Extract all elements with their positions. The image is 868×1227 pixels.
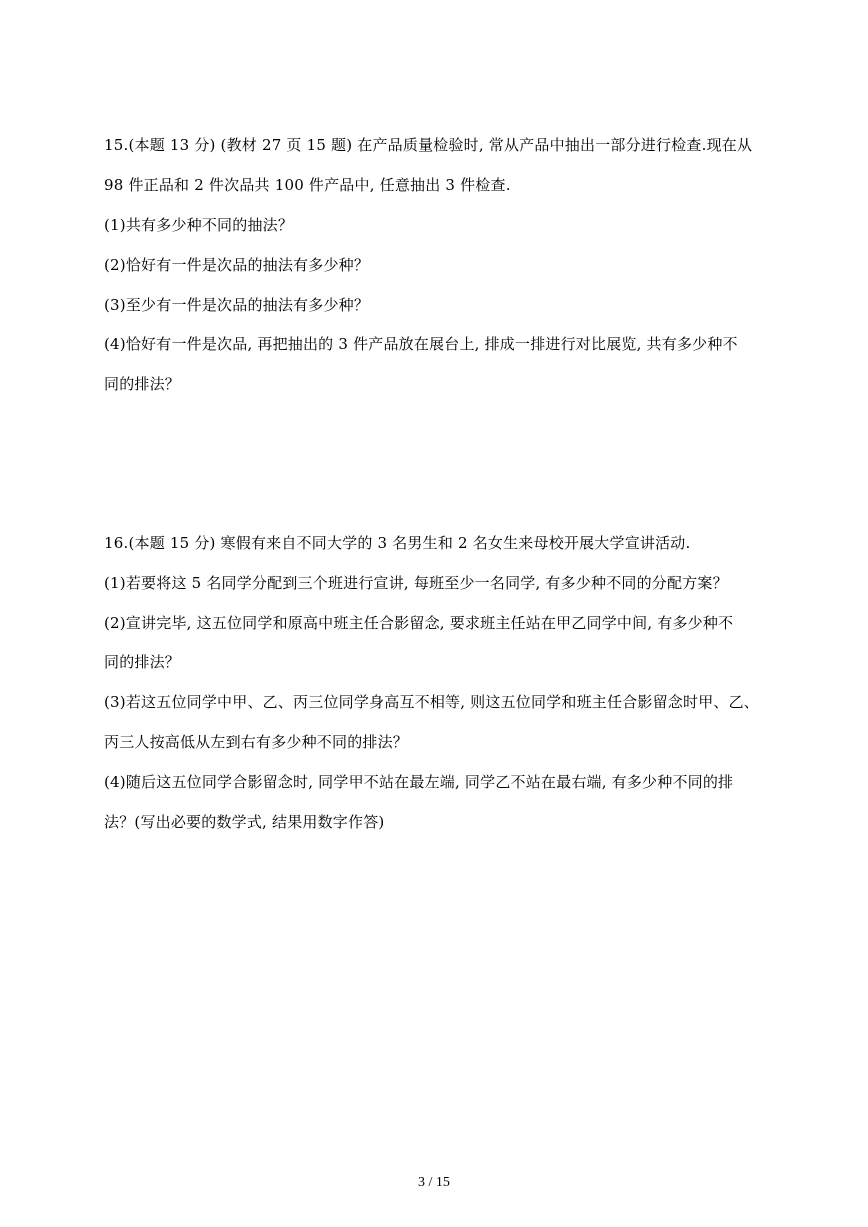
question-16-part-4-line-1: (4)随后这五位同学合影留念时, 同学甲不站在最左端, 同学乙不站在最右端, 有多少种不同的排 bbox=[104, 773, 734, 791]
question-16-part-2-line-2: 同的排法？ bbox=[104, 653, 181, 671]
question-15-part-4-line-1: (4)恰好有一件是次品, 再把抽出的 3 件产品放在展台上, 排成一排进行对比展览, 共有多少种不 bbox=[104, 335, 738, 353]
question-15-part-1: (1)共有多少种不同的抽法？ bbox=[104, 216, 294, 234]
page-number: 3 / 15 bbox=[418, 1175, 450, 1190]
question-16-stem: 16.(本题 15 分) 寒假有来自不同大学的 3 名男生和 2 名女生来母校开展大学宣讲活动. bbox=[104, 534, 691, 552]
question-15-stem-line-1: 15.(本题 13 分) (教材 27 页 15 题) 在产品质量检验时, 常从产品中抽出一部分进行检查.现在从 bbox=[104, 136, 753, 154]
question-16-part-2-line-1: (2)宣讲完毕, 这五位同学和原高中班主任合影留念, 要求班主任站在甲乙同学中间, 有多少种不 bbox=[104, 614, 734, 632]
question-16-part-4-line-2: 法？(写出必要的数学式, 结果用数字作答) bbox=[104, 813, 385, 831]
question-15-part-2: (2)恰好有一件是次品的抽法有多少种？ bbox=[104, 256, 370, 274]
question-15-part-3: (3)至少有一件是次品的抽法有多少种？ bbox=[104, 296, 370, 314]
question-15-part-4-line-2: 同的排法？ bbox=[104, 375, 181, 393]
question-16-part-3-line-1: (3)若这五位同学中甲、乙、丙三位同学身高互不相等, 则这五位同学和班主任合影留念时甲、乙、 bbox=[104, 693, 759, 711]
question-15-stem-line-2: 98 件正品和 2 件次品共 100 件产品中, 任意抽出 3 件检查. bbox=[104, 176, 511, 194]
question-16-part-1: (1)若要将这 5 名同学分配到三个班进行宣讲, 每班至少一名同学, 有多少种不同的分配方案？ bbox=[104, 574, 728, 592]
question-16-part-3-line-2: 丙三人按高低从左到右有多少种不同的排法？ bbox=[104, 733, 409, 751]
